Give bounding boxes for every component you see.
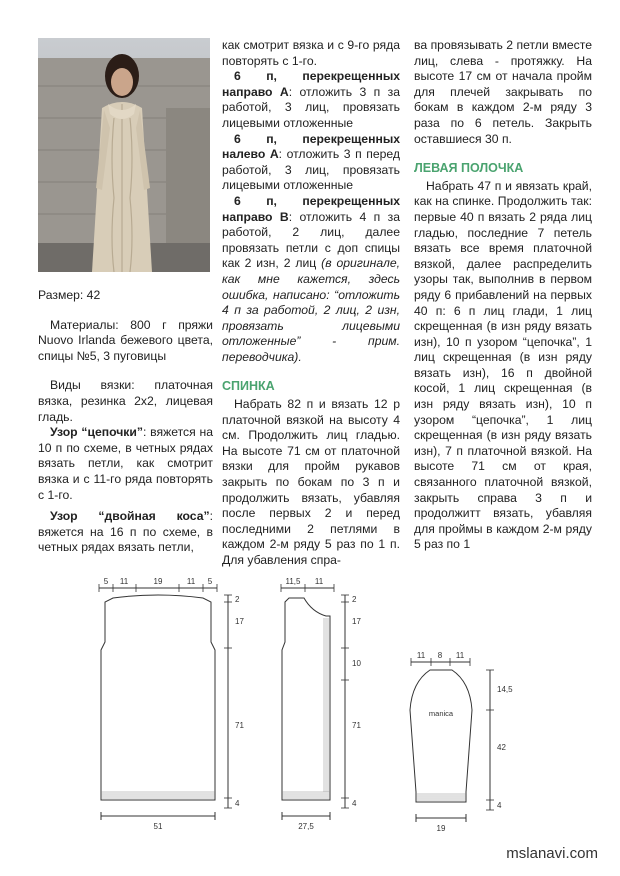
- back-bottom: 51: [153, 822, 163, 831]
- chain-pattern-paragraph: [38, 425, 213, 503]
- front-side-2: 17: [352, 617, 361, 626]
- front-top-1: 11,5: [285, 577, 301, 586]
- left-front-text: Набрать 47 п и явязать край, как на спинке. Продолжить так: первые 40 п вязать 2 ряда лиц гладью, последние 7 петель вязать все время платочной вязкой, далее распределить узоры так, выполнив в первом ряду 6 прибавлений на первых 40 п: 6 п лиц глади, 1 лиц скрещенная (в изн ряду вязать изн), 10 п узором “цепочка”, 1 лиц скрещенная (в изн ряду вязать изн), 16 п двойной косой, 1 лиц скрещенная (в изн ряду вязать изн), 10 п узором “цепочка”, 1 лиц скрещенная (в изн ряду вязать изн), 7 п платочной вязкой. На высоте 71 см от края, связанного платочной вязкой, закрыть справа 3 п и продолжитт вязать, убавляя для проймы в каждом 2-м ряду 5 раз по 1: [414, 178, 592, 552]
- sleeve-bottom: 19: [436, 824, 446, 833]
- back-top-4: 11: [186, 577, 196, 586]
- braid-pattern-text: : вяжется на 16 п по схеме, в четных рядах вязать петли,: [38, 509, 213, 555]
- front-schematic: [281, 584, 349, 820]
- sleeve-side-2: 42: [497, 743, 506, 752]
- back-side-3: 71: [235, 721, 244, 730]
- back-section-title: СПИНКА: [222, 379, 275, 394]
- front-top-2: 11: [314, 577, 324, 586]
- stitches-text: Виды вязки: платочная вязка, резинка 2х2, лицевая гладь.: [38, 378, 213, 424]
- sleeve-side-1: 14,5: [497, 685, 513, 694]
- sleeve-top-1: 11: [416, 651, 426, 660]
- photo-illustration: [38, 38, 210, 272]
- back-section-text: Набрать 82 п и вязать 12 р платочной вязкой на высоту 4 см. Продолжить лиц гладью. На высоте 71 см от платочной вязки для пройм рукавов закрыть по бокам по 3 п и продолжить вязать, убавляя после первых 2 и перед последними 2 петлями в каждом 2-м ряду 5 раз по 1 п. Для убавления спра-: [222, 397, 400, 567]
- cross-left-a-title: 6 п, перекрещенных налево А: [222, 131, 400, 162]
- model-photo: [38, 38, 210, 272]
- back-top-3: 19: [153, 577, 163, 586]
- cross-right-b-title: 6 п, перекрещенных направо В: [222, 193, 400, 224]
- cross-right-a-title: 6 п, перекрещенных направо А: [222, 69, 400, 99]
- back-top-2: 11: [119, 577, 129, 586]
- sleeve-label: manica: [428, 709, 454, 718]
- braid-continuation: как смотрит вязка и с 9-го ряда повторять с 1-го.: [222, 38, 400, 68]
- sleeve-top-2: 8: [437, 651, 443, 660]
- sleeve-top-3: 11: [455, 651, 465, 660]
- front-side-5: 4: [352, 799, 357, 808]
- front-side-1: 2: [352, 595, 357, 604]
- back-top-1: 5: [103, 577, 109, 586]
- cross-right-a-paragraph: [222, 69, 400, 131]
- website-watermark[interactable]: mslanavi.com: [506, 845, 598, 862]
- cross-right-a-text: : отложить 3 п за работой, 3 лиц, провязать лицевыми отложенные: [222, 84, 401, 130]
- cross-right-b-text: : отложить 4 п за работой, 2 лиц, далее провязать петли с доп спицы как 2 изн, 2 лиц: [222, 209, 401, 271]
- braid-pattern-paragraph: [38, 509, 213, 556]
- front-side-4: 71: [352, 721, 361, 730]
- braid-pattern-title: Узор “двойная коса”: [50, 509, 210, 524]
- cross-right-b-paragraph: [222, 194, 400, 366]
- cross-left-a-paragraph: [222, 132, 400, 194]
- left-front-title: ЛЕВАЯ ПОЛОЧКА: [414, 161, 524, 176]
- sleeve-schematic: [410, 658, 494, 822]
- size-text: Размер: 42: [38, 288, 101, 302]
- back-side-2: 17: [235, 617, 244, 626]
- chain-pattern-text: : вяжется на 10 п по схеме, в четных рядах вязать петли, как смотрит вязка и с 11-го ряда повторять с 1-го.: [38, 425, 213, 502]
- front-side-3: 10: [352, 659, 361, 668]
- chain-pattern-title: Узор “цепочки”: [50, 425, 143, 440]
- text-column-2: [222, 38, 400, 569]
- text-column-3: [414, 38, 592, 553]
- cross-left-a-text: : отложить 3 п перед работой, 3 лиц, провязать лицевыми отложенные: [222, 147, 400, 193]
- back-continuation: ва провязывать 2 петли вместе лиц, слева - протяжку. На высоте 17 см от начала пройм для плечей закрывать по бокам в каждом 2-м ряду 3 раза по 6 петель. Закрыть оставшиеся 30 п.: [414, 38, 592, 146]
- text-column-1: [38, 288, 213, 556]
- sleeve-side-3: 4: [497, 801, 502, 810]
- back-top-5: 5: [207, 577, 213, 586]
- pattern-schematics: [0, 570, 620, 870]
- materials-text: Материалы: 800 г пряжи Nuovo Irlanda бежевого цвета, спицы №5, 3 пуговицы: [38, 317, 213, 363]
- translator-note: (в оригинале, как мне кажется, здесь ошибка, написано: “отложить 4 п за работой, 2 лиц, 2 изн, провязать лицевыми отложенные” - прим. переводчика).: [222, 256, 400, 364]
- front-bottom: 27,5: [298, 822, 314, 831]
- back-side-4: 4: [235, 799, 240, 808]
- back-schematic: [99, 584, 232, 820]
- back-side-1: 2: [235, 595, 240, 604]
